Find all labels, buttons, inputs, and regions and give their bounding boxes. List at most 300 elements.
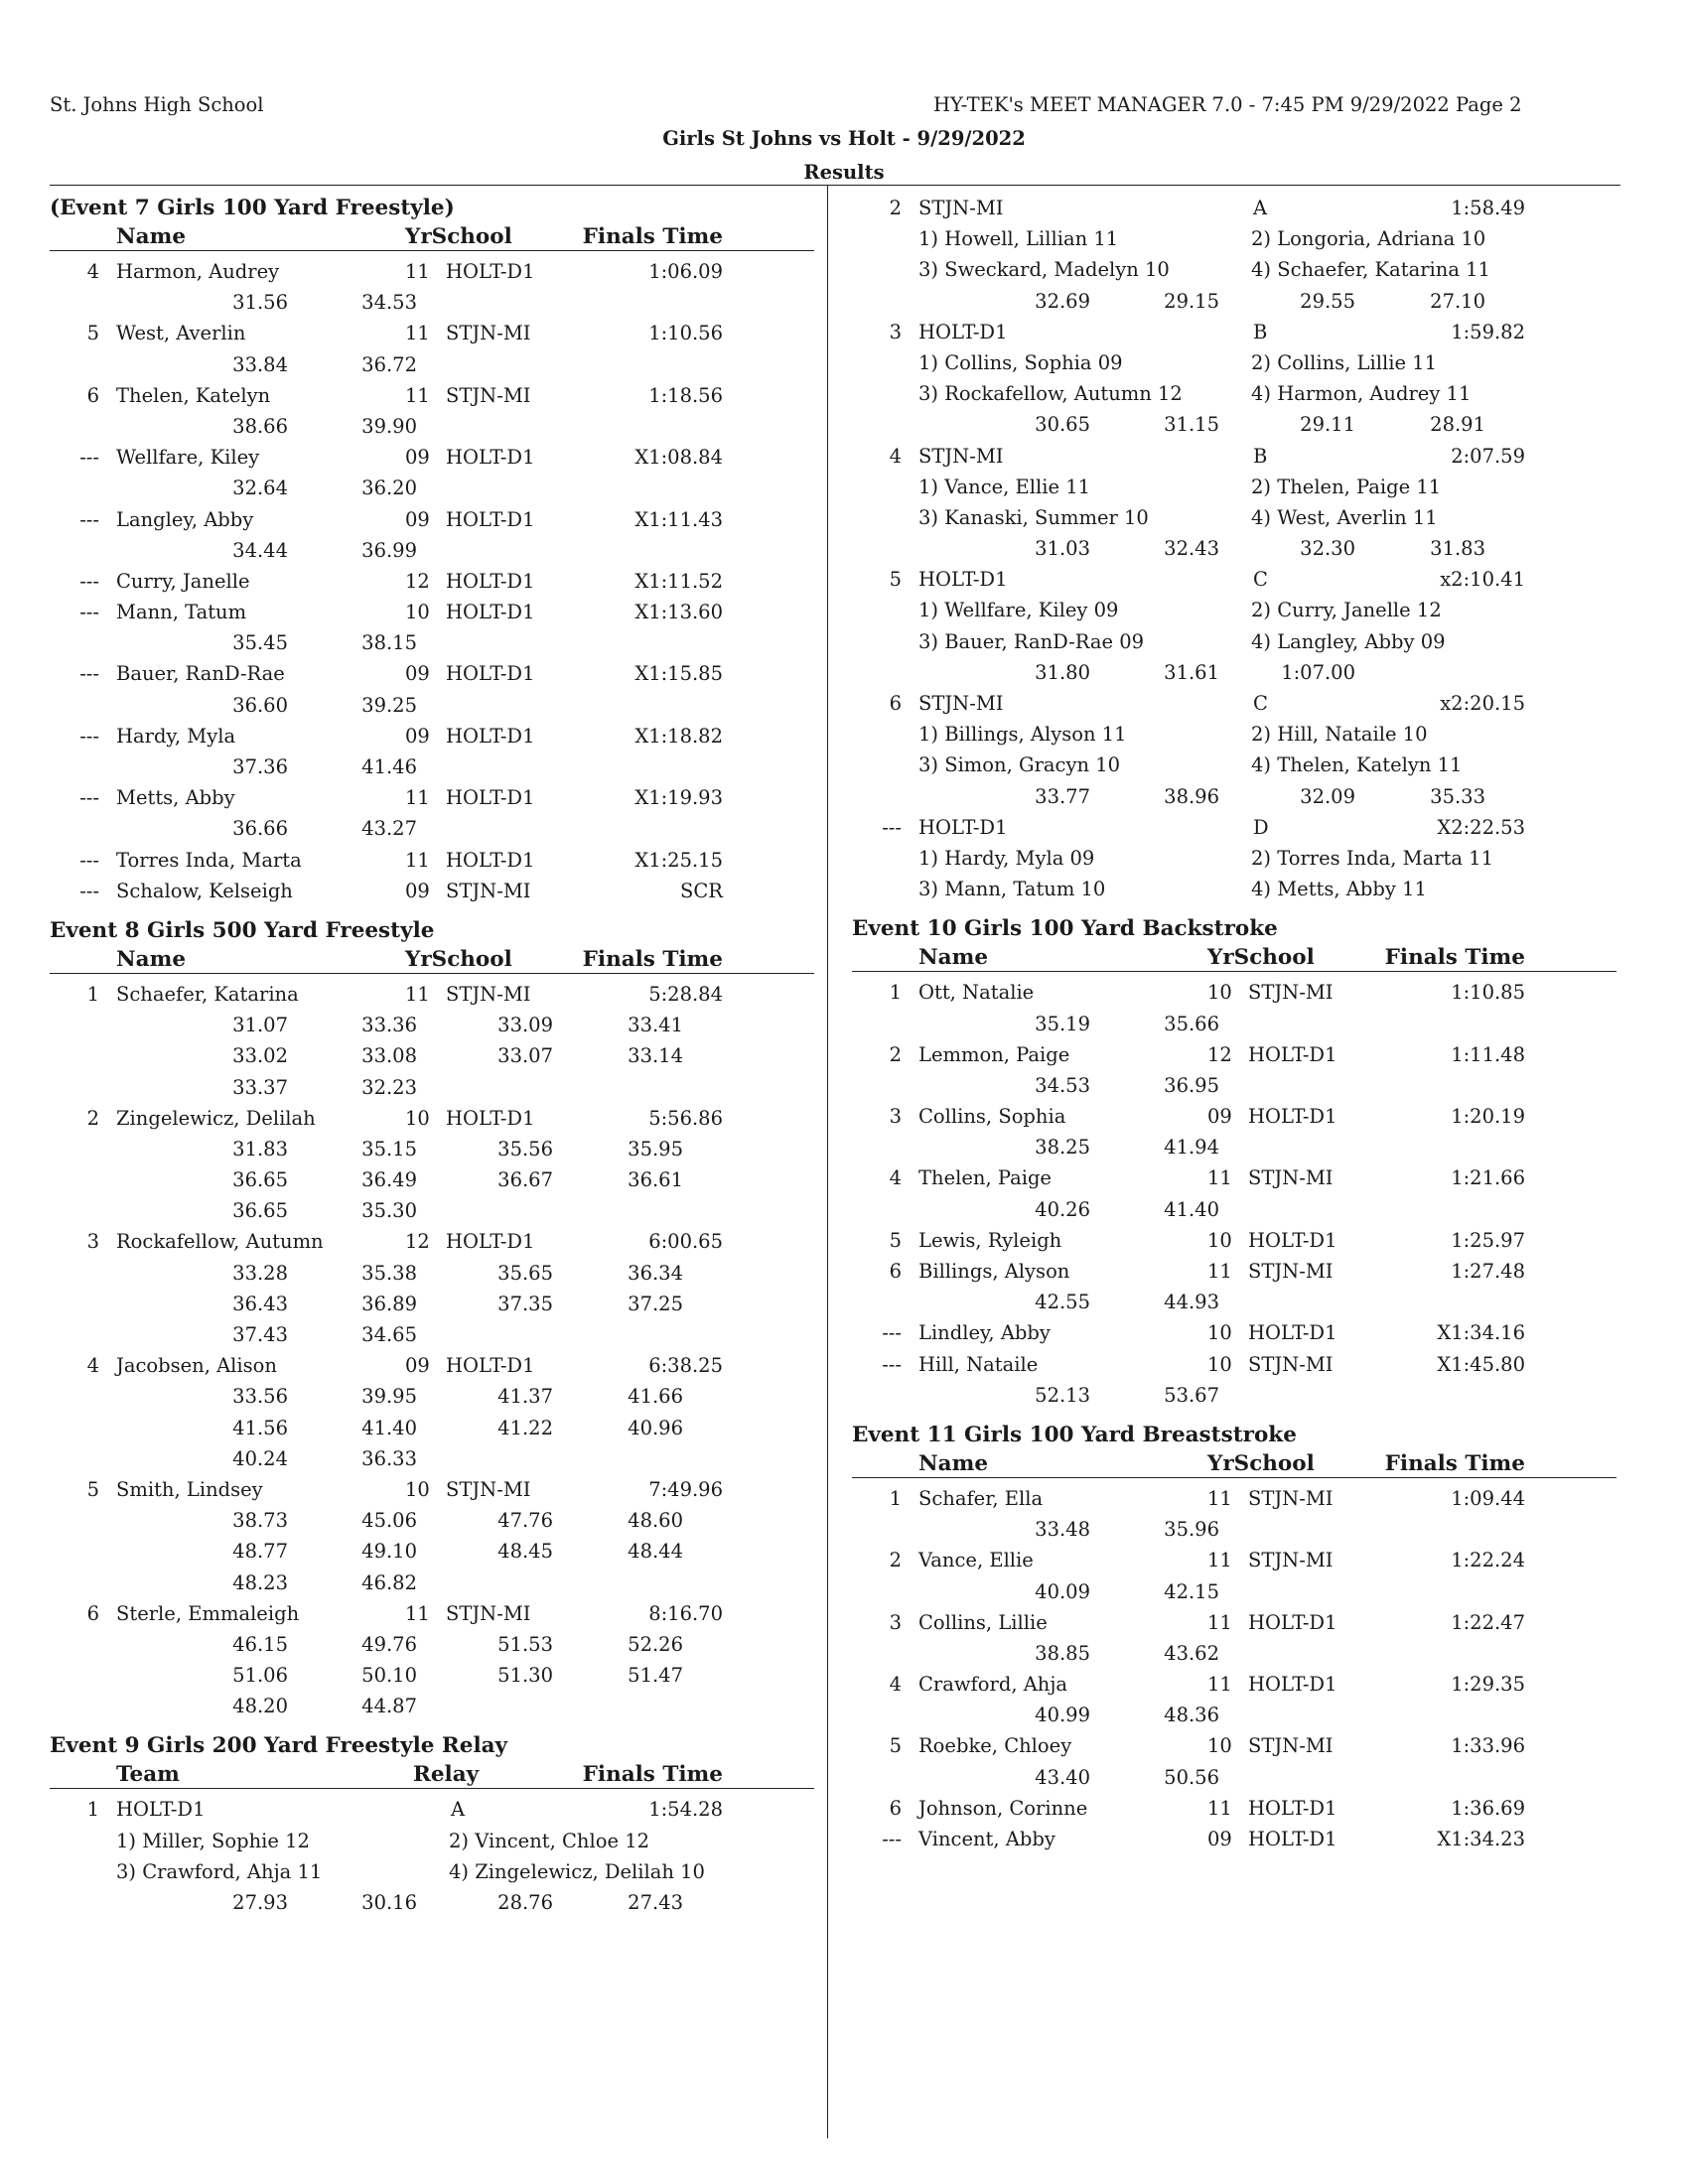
finals-time: 1:09.44 — [1451, 1486, 1525, 1510]
splits-row — [852, 286, 1617, 317]
finals-time: X1:34.16 — [1437, 1321, 1525, 1345]
place: 6 — [86, 1601, 99, 1625]
splits-row — [852, 409, 1617, 440]
split-time: 40.96 — [628, 1416, 683, 1439]
splits-row — [50, 1505, 814, 1536]
result-row — [50, 504, 814, 535]
finals-time: 1:20.19 — [1451, 1105, 1525, 1129]
splits-row — [50, 1660, 814, 1691]
splits-row — [50, 690, 814, 721]
finals-time: x2:10.41 — [1440, 568, 1525, 592]
year: 12 — [405, 1230, 430, 1254]
school: HOLT-D1 — [1248, 1796, 1337, 1820]
header-finals-time: Finals Time — [1384, 945, 1525, 971]
splits-row — [50, 1072, 814, 1103]
splits-row — [50, 813, 814, 844]
split-time: 29.15 — [1164, 289, 1219, 313]
splits-row — [50, 751, 814, 782]
split-time: 33.77 — [1035, 784, 1090, 808]
split-time: 38.15 — [361, 631, 417, 655]
split-time: 33.07 — [497, 1044, 553, 1068]
splits-row — [50, 1134, 814, 1164]
finals-time: X1:34.23 — [1437, 1828, 1525, 1850]
place: 2 — [889, 1549, 902, 1572]
swimmer-name: Metts, Abby — [116, 786, 235, 810]
split-time: 39.25 — [361, 693, 417, 717]
split-time: 48.60 — [628, 1509, 683, 1533]
splits-row — [50, 1258, 814, 1289]
splits-row — [852, 1009, 1617, 1039]
result-row — [852, 812, 1617, 843]
place: --- — [79, 446, 99, 470]
school: STJN-MI — [1248, 1734, 1334, 1758]
place: 4 — [86, 1354, 99, 1378]
result-row — [852, 1256, 1617, 1287]
split-time: 37.25 — [628, 1292, 683, 1315]
split-time: 31.15 — [1164, 413, 1219, 437]
year: 09 — [405, 1354, 430, 1378]
team: HOLT-D1 — [918, 815, 1008, 839]
place: 3 — [889, 1610, 902, 1634]
split-time: 48.20 — [232, 1695, 288, 1718]
result-row — [50, 1474, 814, 1505]
split-time: 37.43 — [232, 1323, 288, 1346]
relay-letter: C — [1253, 692, 1268, 715]
header-yrschool: YrSchool — [405, 946, 512, 972]
event-title: Event 10 Girls 100 Yard Backstroke — [852, 916, 1278, 942]
swimmer-name: Hardy, Myla — [116, 724, 236, 748]
split-time: 42.15 — [1164, 1579, 1219, 1603]
split-time: 31.61 — [1164, 660, 1219, 684]
splits-row — [852, 1514, 1617, 1545]
splits-row — [50, 1040, 814, 1071]
split-time: 39.90 — [361, 414, 417, 438]
split-time: 41.56 — [232, 1416, 288, 1439]
relay-swimmer: 1) Howell, Lillian 11 — [918, 227, 1119, 251]
relay-swimmer: 4) West, Averlin 11 — [1251, 505, 1438, 529]
relay-swimmer: 4) Harmon, Audrey 11 — [1251, 382, 1472, 406]
school: HOLT-D1 — [1248, 1321, 1337, 1345]
split-time: 29.55 — [1300, 289, 1355, 313]
split-time: 40.99 — [1035, 1704, 1090, 1727]
split-time: 41.46 — [361, 755, 417, 778]
finals-time: 6:00.65 — [648, 1230, 723, 1254]
result-row — [852, 1039, 1617, 1070]
result-row — [50, 721, 814, 751]
school: STJN-MI — [1248, 1486, 1334, 1510]
swimmer-name: West, Averlin — [116, 322, 246, 345]
swimmer-name: Billings, Alyson — [918, 1260, 1070, 1283]
splits-row — [50, 1536, 814, 1567]
result-row — [50, 1598, 814, 1629]
split-time: 41.37 — [497, 1385, 553, 1409]
relay-swimmers-row — [852, 378, 1617, 409]
column-header — [852, 944, 1617, 972]
year: 09 — [405, 662, 430, 686]
split-time: 33.56 — [232, 1385, 288, 1409]
header-name: Name — [116, 946, 187, 972]
place: 2 — [889, 1042, 902, 1066]
result-row — [852, 977, 1617, 1008]
swimmer-name: Wellfare, Kiley — [116, 446, 260, 470]
finals-time: X1:45.80 — [1437, 1352, 1525, 1376]
relay-swimmers-row — [852, 595, 1617, 625]
relay-swimmer: 4) Schaefer, Katarina 11 — [1251, 258, 1490, 282]
result-row — [50, 1226, 814, 1257]
result-row — [852, 1607, 1617, 1638]
place: --- — [79, 601, 99, 624]
event-section — [50, 193, 814, 906]
split-time: 44.87 — [361, 1695, 417, 1718]
header-finals-time: Finals Time — [582, 946, 723, 972]
result-row — [852, 1793, 1617, 1824]
year: 09 — [405, 879, 430, 902]
finals-time: x2:20.15 — [1440, 692, 1525, 715]
finals-time: X1:25.15 — [634, 848, 723, 872]
finals-time: 1:33.96 — [1451, 1734, 1525, 1758]
split-time: 33.84 — [232, 352, 288, 376]
split-time: 36.43 — [232, 1292, 288, 1315]
split-time: 30.65 — [1035, 413, 1090, 437]
swimmer-name: Collins, Lillie — [918, 1610, 1048, 1634]
split-time: 33.36 — [361, 1014, 417, 1037]
finals-time: X1:13.60 — [634, 601, 723, 624]
column-header — [50, 1761, 814, 1789]
year: 10 — [1207, 1321, 1232, 1345]
split-time: 43.62 — [1164, 1641, 1219, 1665]
splits-row — [50, 1568, 814, 1598]
swimmer-name: Langley, Abby — [116, 507, 254, 531]
relay-letter: C — [1253, 568, 1268, 592]
swimmer-name: Lindley, Abby — [918, 1321, 1051, 1345]
splits-row — [50, 1164, 814, 1195]
swimmer-name: Schalow, Kelseigh — [116, 879, 293, 902]
place: 1 — [889, 981, 902, 1005]
split-time: 48.23 — [232, 1570, 288, 1594]
splits-row — [852, 1576, 1617, 1607]
team: HOLT-D1 — [918, 568, 1008, 592]
finals-time: 1:22.47 — [1451, 1610, 1525, 1634]
split-time: 41.22 — [497, 1416, 553, 1439]
split-time: 38.25 — [1035, 1136, 1090, 1160]
school: STJN-MI — [1248, 1352, 1334, 1376]
header-finals-time: Finals Time — [582, 1762, 723, 1788]
school: STJN-MI — [446, 383, 531, 407]
result-row — [50, 597, 814, 627]
split-time: 32.43 — [1164, 537, 1219, 561]
split-time: 32.64 — [232, 477, 288, 500]
finals-time: 1:36.69 — [1451, 1796, 1525, 1820]
split-time: 51.06 — [232, 1664, 288, 1688]
school: HOLT-D1 — [1248, 1228, 1337, 1252]
year: 10 — [405, 1477, 430, 1501]
place: 5 — [889, 568, 902, 592]
relay-swimmers-row — [50, 1856, 814, 1887]
splits-row — [50, 349, 814, 380]
splits-row — [50, 1691, 814, 1721]
year: 11 — [405, 322, 430, 345]
split-time: 36.49 — [361, 1168, 417, 1192]
split-time: 36.20 — [361, 477, 417, 500]
header-yrschool: YrSchool — [1207, 1450, 1315, 1476]
splits-row — [50, 1413, 814, 1443]
relay-swimmer: 1) Collins, Sophia 09 — [918, 350, 1123, 374]
split-time: 48.77 — [232, 1540, 288, 1564]
relay-swimmer: 3) Bauer, RanD-Rae 09 — [918, 629, 1145, 653]
split-time: 34.44 — [232, 538, 288, 562]
place: 4 — [889, 444, 902, 468]
right-column — [852, 193, 1617, 1854]
split-time: 27.10 — [1430, 289, 1485, 313]
split-time: 35.30 — [361, 1199, 417, 1223]
place: 6 — [889, 692, 902, 715]
place: 4 — [889, 1166, 902, 1190]
year: 12 — [405, 569, 430, 593]
split-time: 1:07.00 — [1281, 660, 1355, 684]
place: --- — [79, 507, 99, 531]
year: 11 — [1207, 1549, 1232, 1572]
swimmer-name: Bauer, RanD-Rae — [116, 662, 285, 686]
split-time: 33.28 — [232, 1261, 288, 1285]
swimmer-name: Harmon, Audrey — [116, 260, 280, 283]
split-time: 36.95 — [1164, 1073, 1219, 1097]
relay-swimmer: 2) Collins, Lillie 11 — [1251, 350, 1437, 374]
finals-time: X1:11.43 — [634, 507, 723, 531]
splits-row — [50, 287, 814, 318]
place: --- — [79, 879, 99, 902]
place: --- — [79, 786, 99, 810]
place: 3 — [889, 320, 902, 343]
column-header — [852, 1450, 1617, 1478]
swimmer-name: Thelen, Paige — [918, 1166, 1052, 1190]
relay-swimmer: 2) Vincent, Chloe 12 — [449, 1829, 650, 1852]
school: HOLT-D1 — [1248, 1105, 1337, 1129]
relay-swimmer: 4) Metts, Abby 11 — [1251, 878, 1427, 901]
result-row — [50, 845, 814, 876]
split-time: 41.40 — [361, 1416, 417, 1439]
splits-row — [50, 1443, 814, 1474]
split-time: 27.43 — [628, 1891, 683, 1914]
swimmer-name: Johnson, Corinne — [918, 1796, 1088, 1820]
splits-row — [852, 1762, 1617, 1793]
splits-row — [50, 1289, 814, 1319]
finals-time: 1:11.48 — [1451, 1042, 1525, 1066]
place: --- — [882, 1321, 902, 1345]
relay-swimmer: 2) Torres Inda, Marta 11 — [1251, 846, 1493, 870]
meet-title: Girls St Johns vs Holt - 9/29/2022 — [662, 127, 1026, 150]
swimmer-name: Hill, Nataile — [918, 1352, 1039, 1376]
year: 09 — [405, 507, 430, 531]
year: 11 — [1207, 1796, 1232, 1820]
finals-time: 2:07.59 — [1451, 444, 1525, 468]
split-time: 32.09 — [1300, 784, 1355, 808]
splits-row — [50, 1319, 814, 1350]
year: 11 — [1207, 1166, 1232, 1190]
column-header — [50, 946, 814, 974]
relay-swimmer: 1) Miller, Sophie 12 — [116, 1829, 310, 1852]
split-time: 39.95 — [361, 1385, 417, 1409]
split-time: 48.44 — [628, 1540, 683, 1564]
splits-row — [852, 1194, 1617, 1225]
school: STJN-MI — [1248, 981, 1334, 1005]
split-time: 31.83 — [1430, 537, 1485, 561]
header-finals-time: Finals Time — [582, 224, 723, 249]
school: STJN-MI — [1248, 1166, 1334, 1190]
split-time: 30.16 — [361, 1891, 417, 1914]
finals-time: 7:49.96 — [648, 1477, 723, 1501]
split-time: 51.47 — [628, 1664, 683, 1688]
split-time: 43.40 — [1035, 1765, 1090, 1789]
split-time: 32.23 — [361, 1075, 417, 1099]
result-row — [50, 1794, 814, 1825]
event-section — [852, 193, 1617, 904]
result-row — [852, 441, 1617, 472]
event-section — [852, 1420, 1617, 1854]
swimmer-name: Vance, Ellie — [918, 1549, 1034, 1572]
split-time: 31.07 — [232, 1014, 288, 1037]
header-yrschool: YrSchool — [1207, 945, 1315, 971]
split-time: 35.95 — [628, 1137, 683, 1160]
split-time: 33.41 — [628, 1014, 683, 1037]
result-row — [852, 1225, 1617, 1256]
split-time: 38.66 — [232, 414, 288, 438]
relay-swimmers-row — [852, 223, 1617, 254]
finals-time: 1:25.97 — [1451, 1228, 1525, 1252]
split-time: 52.13 — [1035, 1383, 1090, 1407]
team: HOLT-D1 — [116, 1798, 206, 1822]
swimmer-name: Thelen, Katelyn — [116, 383, 271, 407]
split-time: 49.10 — [361, 1540, 417, 1564]
split-time: 35.56 — [497, 1137, 553, 1160]
splits-row — [50, 1887, 814, 1918]
relay-swimmer: 1) Billings, Alyson 11 — [918, 723, 1127, 747]
result-row — [50, 256, 814, 287]
school: HOLT-D1 — [446, 786, 535, 810]
software-stamp: HY-TEK's MEET MANAGER 7.0 - 7:45 PM 9/29/2022 Page 2 — [933, 93, 1522, 116]
split-time: 36.61 — [628, 1168, 683, 1192]
header-yrschool: YrSchool — [405, 224, 512, 249]
split-time: 33.02 — [232, 1044, 288, 1068]
split-time: 35.66 — [1164, 1012, 1219, 1035]
left-column — [50, 193, 814, 1918]
school: HOLT-D1 — [1248, 1673, 1337, 1697]
split-time: 43.27 — [361, 817, 417, 841]
year: 10 — [1207, 1734, 1232, 1758]
swimmer-name: Lemmon, Paige — [918, 1042, 1070, 1066]
split-time: 33.14 — [628, 1044, 683, 1068]
place: 2 — [889, 197, 902, 219]
finals-time: 1:58.49 — [1451, 197, 1525, 219]
result-row — [50, 442, 814, 473]
result-row — [852, 1545, 1617, 1575]
year: 11 — [405, 260, 430, 283]
place: 6 — [889, 1796, 902, 1820]
team: STJN-MI — [918, 197, 1004, 219]
split-time: 38.96 — [1164, 784, 1219, 808]
team: STJN-MI — [918, 444, 1004, 468]
swimmer-name: Rockafellow, Autumn — [116, 1230, 324, 1254]
year: 09 — [405, 446, 430, 470]
splits-row — [852, 1287, 1617, 1317]
year: 09 — [405, 724, 430, 748]
swimmer-name: Curry, Janelle — [116, 569, 250, 593]
school: STJN-MI — [446, 1601, 531, 1625]
splits-row — [50, 1195, 814, 1226]
split-time: 27.93 — [232, 1891, 288, 1914]
split-time: 36.89 — [361, 1292, 417, 1315]
result-row — [50, 1350, 814, 1381]
split-time: 36.34 — [628, 1261, 683, 1285]
split-time: 28.76 — [497, 1891, 553, 1914]
finals-time: 1:29.35 — [1451, 1673, 1525, 1697]
relay-swimmers-row — [852, 719, 1617, 750]
split-time: 34.53 — [1035, 1073, 1090, 1097]
relay-swimmer: 2) Curry, Janelle 12 — [1251, 599, 1442, 622]
year: 09 — [1207, 1828, 1232, 1850]
result-row — [50, 566, 814, 597]
relay-swimmers-row — [50, 1826, 814, 1856]
relay-swimmer: 1) Wellfare, Kiley 09 — [918, 599, 1119, 622]
splits-row — [852, 781, 1617, 812]
split-time: 36.66 — [232, 817, 288, 841]
split-time: 46.82 — [361, 1570, 417, 1594]
event-section — [50, 1730, 814, 1918]
event-title: Event 8 Girls 500 Yard Freestyle — [50, 917, 435, 943]
splits-row — [50, 473, 814, 503]
split-time: 53.67 — [1164, 1383, 1219, 1407]
relay-swimmer: 3) Rockafellow, Autumn 12 — [918, 382, 1183, 406]
split-time: 49.76 — [361, 1632, 417, 1656]
school: HOLT-D1 — [446, 1354, 535, 1378]
place: 6 — [86, 383, 99, 407]
event-section — [852, 913, 1617, 1411]
swimmer-name: Schaefer, Katarina — [116, 982, 299, 1006]
finals-time: 1:10.85 — [1451, 981, 1525, 1005]
school: HOLT-D1 — [446, 446, 535, 470]
split-time: 37.35 — [497, 1292, 553, 1315]
relay-swimmers-row — [852, 347, 1617, 378]
swimmer-name: Crawford, Ahja — [918, 1673, 1068, 1697]
swimmer-name: Jacobsen, Alison — [116, 1354, 277, 1378]
place: 5 — [889, 1734, 902, 1758]
split-time: 33.08 — [361, 1044, 417, 1068]
header-name: Name — [116, 224, 187, 249]
split-time: 40.24 — [232, 1446, 288, 1470]
split-time: 37.36 — [232, 755, 288, 778]
result-row — [852, 1483, 1617, 1514]
split-time: 28.91 — [1430, 413, 1485, 437]
split-time: 32.69 — [1035, 289, 1090, 313]
swimmer-name: Ott, Natalie — [918, 981, 1035, 1005]
relay-swimmer: 4) Langley, Abby 09 — [1251, 629, 1446, 653]
column-header — [50, 223, 814, 251]
school: HOLT-D1 — [446, 848, 535, 872]
place: --- — [79, 724, 99, 748]
year: 10 — [1207, 981, 1232, 1005]
split-time: 48.36 — [1164, 1704, 1219, 1727]
split-time: 35.96 — [1164, 1518, 1219, 1542]
split-time: 36.99 — [361, 538, 417, 562]
relay-swimmers-row — [852, 502, 1617, 533]
finals-time: 1:18.56 — [648, 383, 723, 407]
school: HOLT-D1 — [1248, 1828, 1337, 1850]
finals-time: X1:15.85 — [634, 662, 723, 686]
relay-letter: B — [1253, 320, 1268, 343]
year: 11 — [1207, 1610, 1232, 1634]
year: 11 — [1207, 1673, 1232, 1697]
school: HOLT-D1 — [446, 1230, 535, 1254]
event-title: (Event 7 Girls 100 Yard Freestyle) — [50, 196, 455, 220]
